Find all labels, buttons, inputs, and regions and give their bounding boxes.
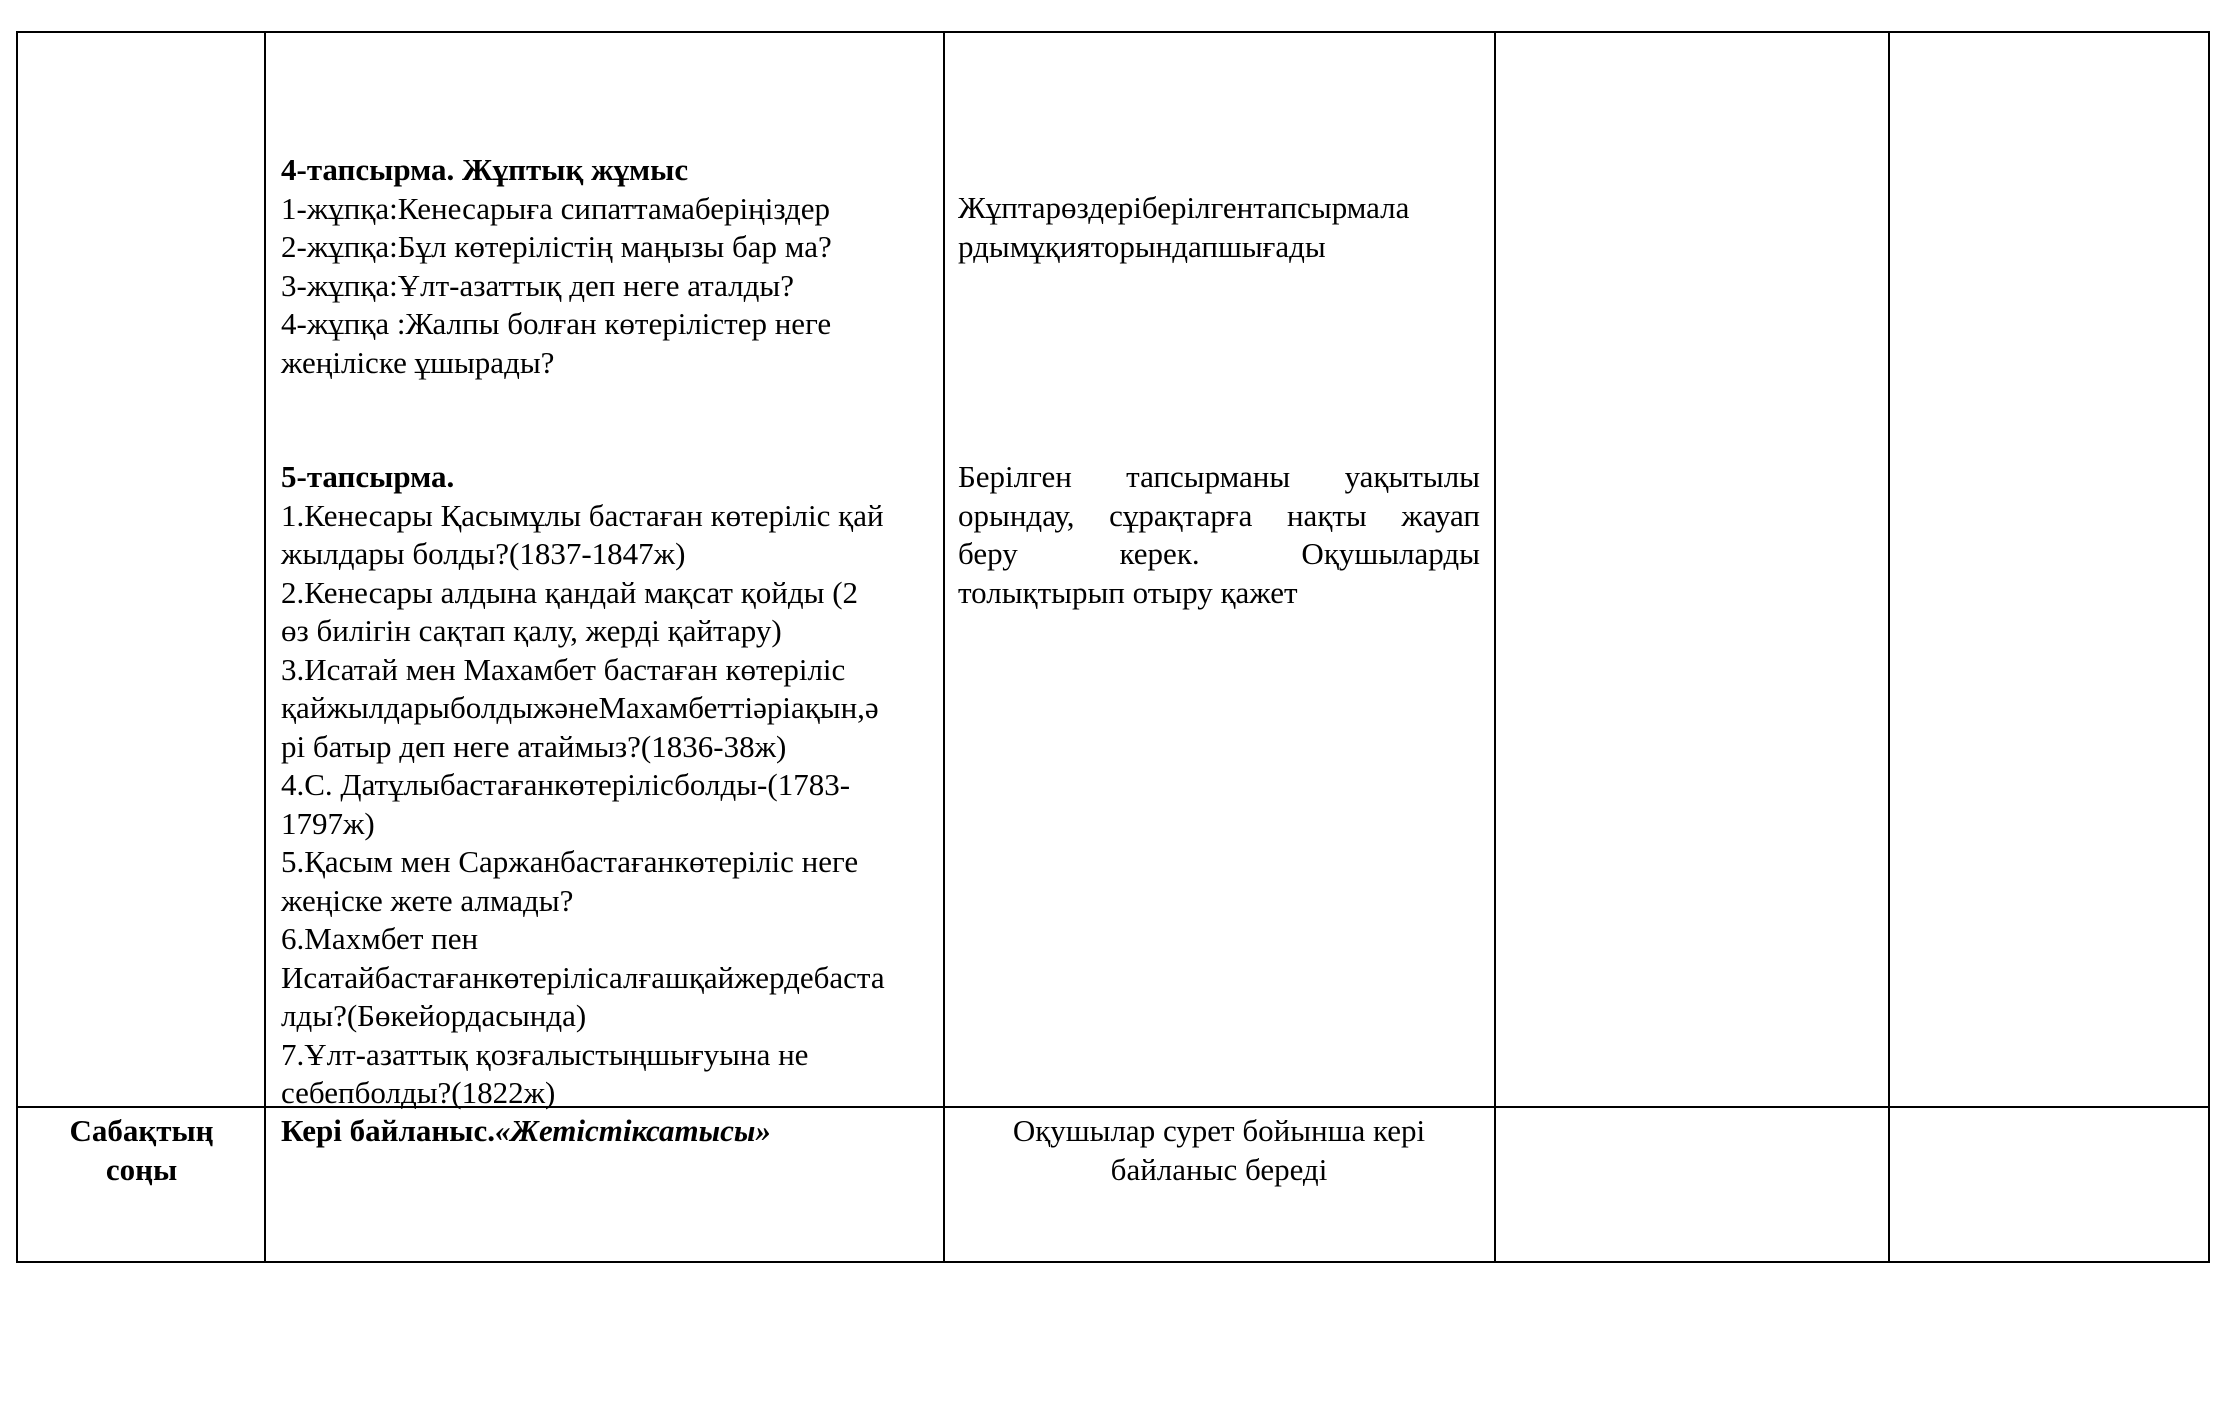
task5-note-line: орындау, сұрақтарға нақты жауап [958,497,1480,533]
stage-label-line: соңы [105,1151,178,1187]
task5-note-line: Берілген тапсырманы уақытылы [958,459,1480,494]
task4-note [958,189,1480,266]
table-border-right [2208,31,2210,1263]
table-col-divider-3 [1494,31,1496,1263]
feedback-method: «Жетістіксатысы» [495,1113,771,1148]
task5-line: жеңіске жете алмады? [281,882,574,918]
task5-block [281,458,931,1113]
feedback-label: Кері байланыс. [281,1113,495,1148]
table-col-divider-1 [264,31,266,1263]
table-border-left [16,31,18,1263]
task4-block [281,151,931,382]
task5-line: Исатайбастағанкөтерілісалғашқайжердебаста [281,959,885,995]
task5-line: қайжылдарыболдыжәнеМахамбеттіәріақын,ә [281,690,879,725]
task5-line: 3.Исатай мен Махамбет бастаған көтеріліс [281,651,846,687]
task4-note-line: Жұптарөздеріберілгентапсырмала [958,190,1410,225]
table-col-divider-4 [1888,31,1890,1263]
feedback-note [946,1112,1492,1189]
task5-line: 7.Ұлт-азаттық қозғалыстыңшығуына не [281,1036,809,1072]
task5-line: 5.Қасым мен Саржанбастағанкөтеріліс неге [281,844,859,879]
feedback-line [281,1112,931,1151]
feedback-note-line: байланыс береді [1110,1151,1328,1187]
task5-note-line: толықтырып отыру қажет [958,574,1298,610]
task5-line: 1797ж) [281,805,375,841]
task4-item: 4-жұпқа :Жалпы болған көтерілістер неге [281,306,832,341]
task4-item: 2-жұпқа:Бұл көтерілістің маңызы бар ма? [281,229,832,264]
task5-line: лды?(Бөкейордасында) [281,998,587,1033]
feedback-note-line: Оқушылар сурет бойынша кері [1012,1113,1426,1148]
task4-item: 1-жұпқа:Кенесарыға сипаттамаберіңіздер [281,190,831,226]
stage-label-line: Сабақтың [69,1113,214,1148]
task4-note-line: рдымұқияторындапшығады [958,228,1326,264]
task5-line: рі батыр деп неге атаймыз?(1836-38ж) [281,728,787,764]
task5-line: себепболды?(1822ж) [281,1075,556,1110]
task4-item: 3-жұпқа:Ұлт-азаттық деп неге аталды? [281,267,794,303]
task5-line: өз билігін сақтап қалу, жерді қайтару) [281,613,782,648]
feedback-cell [281,1112,931,1151]
task5-line: 4.С. Датұлыбастағанкөтерілісболды-(1783- [281,767,851,802]
task5-line: 2.Кенесары алдына қандай мақсат қойды (2 [281,574,859,610]
table-col-divider-2 [943,31,945,1263]
table-border-top [16,31,2210,33]
task4-title: 4-тапсырма. Жұптық жұмыс [281,152,689,187]
task5-note [958,458,1480,612]
task5-title: 5-тапсырма. [281,459,455,494]
table-border-bottom [16,1261,2210,1263]
task5-note-line: беру керек. Оқушыларды [958,536,1480,571]
task5-line: 6.Махмбет пен [281,921,479,956]
task5-line: жылдары болды?(1837-1847ж) [281,536,686,571]
task5-line: 1.Кенесары Қасымұлы бастаған көтеріліс қай [281,497,884,533]
task4-item: жеңіліске ұшырады? [281,344,555,380]
stage-label [20,1112,263,1189]
